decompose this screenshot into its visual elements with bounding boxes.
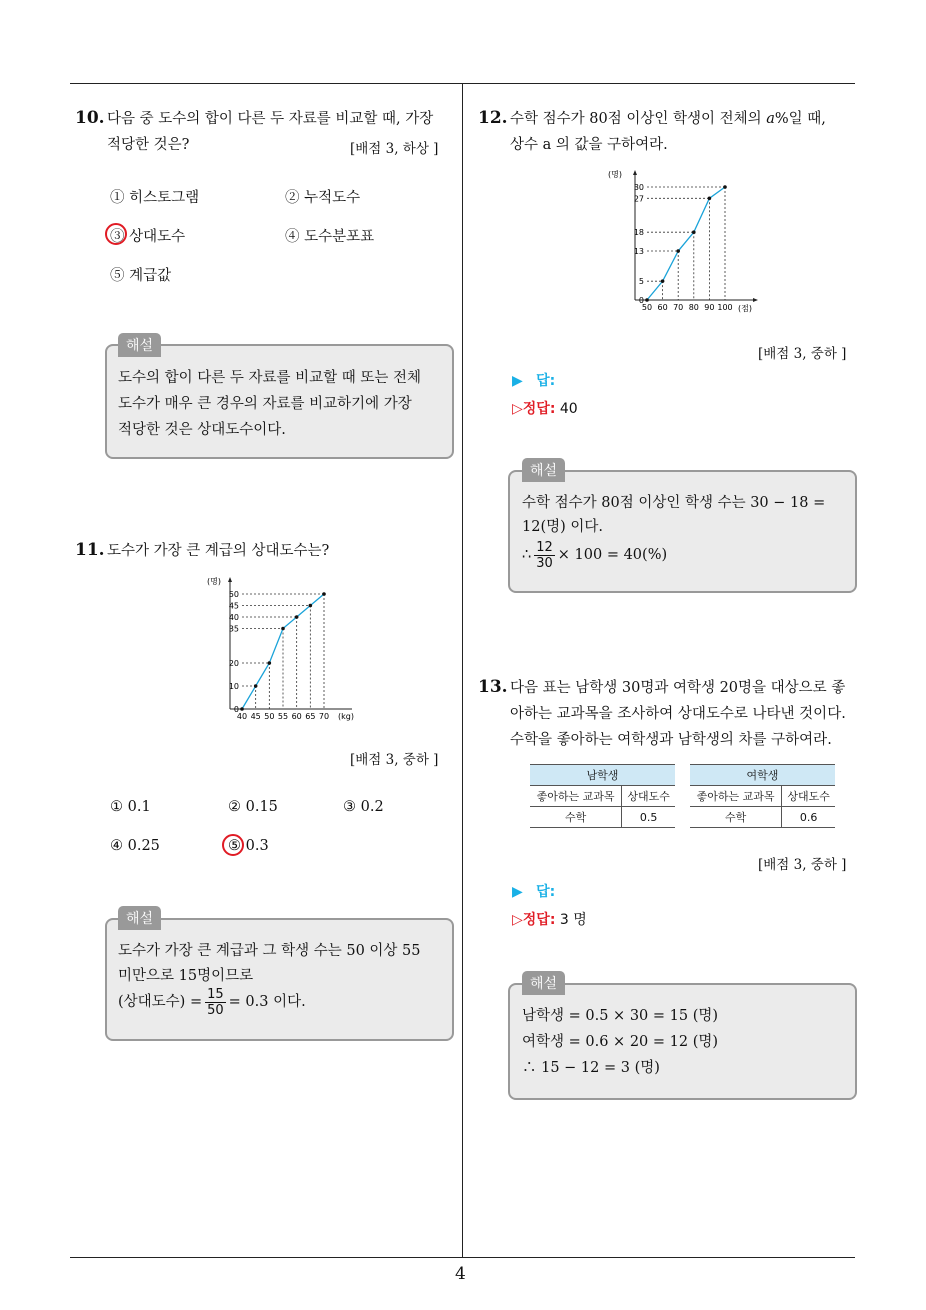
- x-tick-label: 60: [657, 303, 668, 312]
- q12-number: 12.: [478, 108, 508, 128]
- q11-meta: [배점 3, 중하 ]: [350, 752, 439, 768]
- y-tick-label: 0: [638, 296, 644, 305]
- q13-col-relfreq: 상대도수: [782, 786, 835, 807]
- q11-option-5[interactable]: ⑤ 0.3: [228, 838, 269, 854]
- y-tick-label: 27: [633, 194, 644, 204]
- y-axis-label: (명): [207, 577, 221, 586]
- q12-text-a: 수학 점수가 80점 이상인 학생이 전체의: [510, 111, 762, 127]
- q11-explain-fraction: [205, 987, 226, 1018]
- x-tick-label: 40: [236, 712, 248, 721]
- q11-explain-line3: [118, 985, 306, 1019]
- q11-explain-tab: 해설: [118, 906, 161, 930]
- series-line: [242, 594, 324, 709]
- x-tick-label: 45: [250, 712, 261, 721]
- x-tick-label: 65: [305, 712, 316, 721]
- y-axis-arrow: [633, 170, 637, 175]
- x-axis-arrow: [753, 298, 758, 302]
- q12-meta: [배점 3, 중하 ]: [758, 346, 847, 362]
- q13-explain-line2: 여학생 = 0.6 × 20 = 12 (명): [522, 1034, 719, 1050]
- bottom-rule: [70, 1257, 855, 1258]
- outline-play-icon: ▷: [512, 912, 523, 928]
- q10-option-3[interactable]: ③ 상대도수: [110, 229, 186, 245]
- q11-text: 도수가 가장 큰 계급의 상대도수는?: [107, 543, 330, 559]
- q13-table-boys: [530, 764, 675, 828]
- q11-explain-line2: 미만으로 15명이므로: [118, 968, 254, 984]
- x-axis-label: (점): [738, 304, 752, 313]
- q13-explain-line1: 남학생 = 0.5 × 30 = 15 (명): [522, 1008, 719, 1024]
- q11-chart: [200, 572, 360, 722]
- q12-answer-label: 답:: [536, 373, 556, 389]
- q13-meta: [배점 3, 중하 ]: [758, 857, 847, 873]
- q10-option-1[interactable]: ① 히스토그램: [110, 190, 200, 206]
- x-tick-label: 70: [318, 712, 330, 721]
- x-tick-label: 70: [673, 303, 684, 312]
- q11-frac-den: 50: [207, 1002, 224, 1018]
- q10-text-line2: 적당한 것은?: [107, 137, 190, 153]
- q12-var: a: [766, 111, 775, 127]
- q12-correct-row: [512, 398, 578, 418]
- q13-answer-label: 답:: [536, 884, 556, 900]
- column-divider: [462, 83, 463, 1258]
- y-axis-arrow: [228, 577, 232, 582]
- y-tick-label: 5: [638, 277, 644, 287]
- q12-text-line1: [510, 106, 826, 132]
- data-point: [708, 197, 712, 201]
- y-tick-label: 0: [233, 705, 239, 714]
- q11-explain-pre: (상대도수) =: [118, 994, 203, 1010]
- data-point: [322, 592, 326, 596]
- q13-table-title: 남학생: [530, 765, 675, 786]
- q13-answer-row: [512, 881, 555, 901]
- q12-explain-line3: [522, 538, 667, 572]
- y-tick-label: 18: [633, 228, 644, 238]
- q13-text-line2: 아하는 교과목을 조사하여 상대도수로 나타낸 것이다.: [510, 706, 846, 722]
- q12-correct-label: 정답:: [522, 401, 556, 417]
- data-point: [645, 298, 649, 302]
- q12-explain-post: × 100 = 40(%): [557, 547, 668, 563]
- q11-option-4[interactable]: ④ 0.25: [110, 838, 160, 854]
- q10-selected-mark: [105, 223, 127, 245]
- q10-option-5[interactable]: ⑤ 계급값: [110, 268, 172, 284]
- q11-option-1[interactable]: ① 0.1: [110, 799, 151, 815]
- q12-text-line2: 상수 a 의 값을 구하여라.: [510, 137, 668, 153]
- y-tick-label: 40: [228, 613, 239, 622]
- page-number: 4: [455, 1264, 466, 1284]
- x-tick-label: 55: [277, 712, 289, 721]
- q12-explain-line1: 수학 점수가 80점 이상인 학생 수는 30 − 18 =: [522, 495, 826, 511]
- q12-chart: [605, 165, 765, 315]
- q12-answer-row: [512, 370, 555, 390]
- data-point: [268, 661, 272, 665]
- q13-text-line3: 수학을 좋아하는 여학생과 남학생의 차를 구하여라.: [510, 732, 832, 748]
- data-point: [676, 249, 680, 253]
- q11-selected-mark: [222, 834, 244, 856]
- play-icon: ▶: [512, 884, 523, 900]
- q13-explain-tab: 해설: [522, 971, 565, 995]
- q13-cell-subject: 수학: [690, 807, 782, 828]
- q13-number: 13.: [478, 677, 508, 697]
- data-point: [723, 185, 727, 189]
- q13-col-relfreq: 상대도수: [622, 786, 675, 807]
- q13-correct-value: 3 명: [559, 912, 587, 928]
- q13-col-subject: 좋아하는 교과목: [690, 786, 782, 807]
- x-tick-label: 80: [688, 303, 699, 312]
- q13-correct-label: 정답:: [522, 912, 556, 928]
- y-tick-label: 45: [228, 601, 239, 611]
- q13-table-girls: [690, 764, 835, 828]
- q11-option-2[interactable]: ② 0.15: [228, 799, 278, 815]
- data-point: [692, 230, 696, 234]
- q11-explain-line1: 도수가 가장 큰 계급과 그 학생 수는 50 이상 55: [118, 943, 421, 959]
- q13-table-title: 여학생: [690, 765, 835, 786]
- q11-number: 11.: [75, 540, 105, 560]
- q13-correct-row: [512, 909, 587, 929]
- data-point: [240, 707, 244, 711]
- outline-play-icon: ▷: [512, 401, 523, 417]
- q12-correct-value: 40: [559, 401, 578, 417]
- data-point: [309, 604, 313, 608]
- q10-explain-line3: 적당한 것은 상대도수이다.: [118, 422, 286, 438]
- q11-explain-post: = 0.3 이다.: [228, 994, 306, 1010]
- q11-option-3[interactable]: ③ 0.2: [343, 799, 384, 815]
- x-tick-label: 60: [291, 712, 302, 721]
- q13-text-line1: 다음 표는 남학생 30명과 여학생 20명을 대상으로 좋: [510, 680, 846, 696]
- q10-option-2[interactable]: ② 누적도수: [285, 190, 361, 206]
- q13-cell-subject: 수학: [530, 807, 622, 828]
- x-tick-label: 50: [641, 303, 653, 312]
- q12-explain-line2: 12(명) 이다.: [522, 519, 604, 535]
- q12-frac-den: 30: [536, 555, 553, 571]
- y-tick-label: 50: [228, 590, 239, 599]
- y-tick-label: 20: [228, 659, 239, 668]
- x-tick-label: 90: [704, 303, 715, 312]
- data-point: [295, 615, 299, 619]
- y-tick-label: 10: [228, 682, 239, 691]
- q13-col-subject: 좋아하는 교과목: [530, 786, 622, 807]
- data-point: [281, 627, 285, 631]
- q12-text-b: %일 때,: [774, 111, 826, 127]
- q10-explain-line1: 도수의 합이 다른 두 자료를 비교할 때 또는 전체: [118, 370, 422, 386]
- y-tick-label: 35: [228, 624, 239, 634]
- x-axis-label: (kg): [338, 712, 354, 721]
- q13-cell-value: 0.5: [622, 807, 675, 828]
- q12-frac-num: 12: [536, 539, 553, 555]
- q10-explain-tab: 해설: [118, 333, 161, 357]
- y-tick-label: 30: [633, 183, 644, 192]
- q10-explain-line2: 도수가 매우 큰 경우의 자료를 비교하기에 가장: [118, 396, 412, 412]
- q12-explain-tab: 해설: [522, 458, 565, 482]
- data-point: [661, 279, 665, 283]
- q10-meta: [배점 3, 하상 ]: [350, 141, 439, 157]
- q10-number: 10.: [75, 108, 105, 128]
- play-icon: ▶: [512, 373, 523, 389]
- x-tick-label: 100: [717, 303, 733, 312]
- q13-cell-value: 0.6: [782, 807, 835, 828]
- q10-option-4[interactable]: ④ 도수분포표: [285, 229, 375, 245]
- q13-explain-line3: ∴ 15 − 12 = 3 (명): [522, 1060, 660, 1076]
- x-tick-label: 50: [264, 712, 275, 721]
- series-line: [647, 187, 725, 300]
- y-tick-label: 13: [633, 247, 644, 257]
- q11-frac-num: 15: [207, 986, 224, 1002]
- data-point: [254, 684, 258, 688]
- q12-explain-pre: ∴: [522, 547, 532, 563]
- y-axis-label: (명): [608, 170, 622, 179]
- q10-text-line1: 다음 중 도수의 합이 다른 두 자료를 비교할 때, 가장: [107, 111, 434, 127]
- q12-explain-fraction: [534, 540, 555, 571]
